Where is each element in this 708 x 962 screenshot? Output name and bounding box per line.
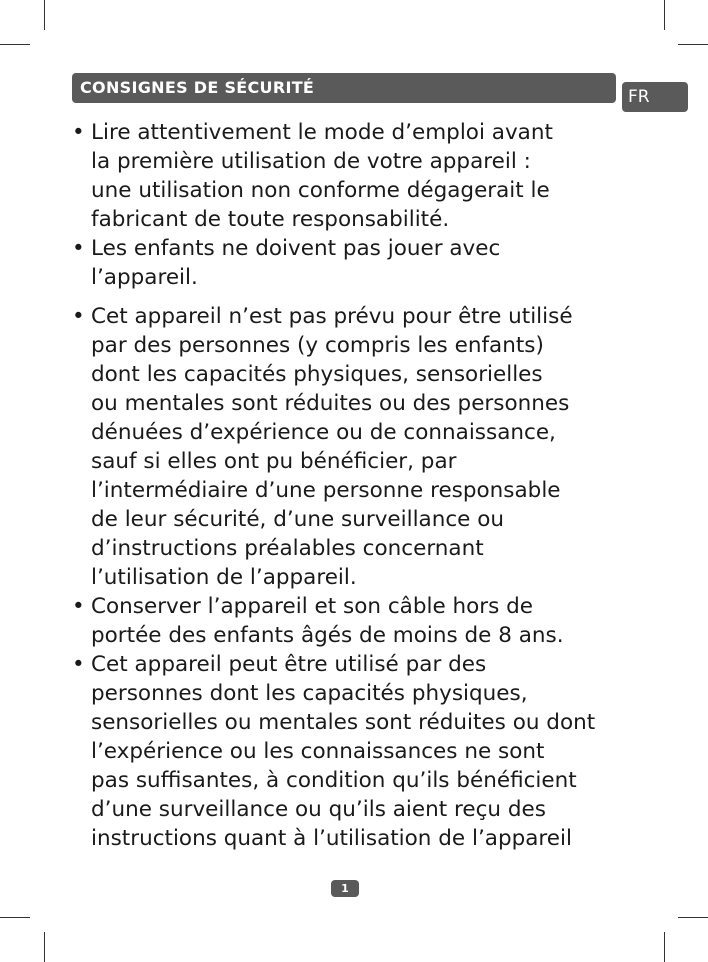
text-line: ou mentales sont réduites ou des personnes	[91, 391, 570, 416]
text-line: dont les capacités physiques, sensorielles	[91, 362, 543, 387]
crop-mark-bottom-right-v	[664, 932, 665, 962]
bullet-icon: •	[72, 120, 85, 145]
text-line: portée des enfants âgés de moins de 8 ans.	[91, 623, 564, 648]
text-line: personnes dont les capacités physiques,	[91, 681, 528, 706]
crop-mark-bottom-left-h	[0, 917, 30, 918]
text-line: Les enfants ne doivent pas jouer avec	[91, 236, 501, 261]
safety-instructions-list	[72, 118, 632, 853]
text-line: sensorielles ou mentales sont réduites ou dont	[91, 710, 596, 735]
crop-mark-bottom-right-h	[678, 917, 708, 918]
crop-mark-top-right-v	[664, 0, 665, 30]
text-line: l’appareil.	[91, 265, 198, 290]
list-item	[72, 650, 632, 853]
text-line: Lire attentivement le mode d’emploi avant	[91, 120, 553, 145]
section-title: CONSIGNES DE SÉCURITÉ	[80, 78, 315, 97]
crop-mark-top-left-v	[44, 0, 45, 30]
text-line: l’intermédiaire d’une personne responsable	[91, 478, 561, 503]
section-header-bar	[72, 73, 616, 103]
crop-mark-top-right-h	[678, 44, 708, 45]
text-line: d’une surveillance ou qu’ils aient reçu des	[91, 797, 546, 822]
text-line: instructions quant à l’utilisation de l’appareil	[91, 826, 572, 851]
text-line: Cet appareil peut être utilisé par des	[91, 652, 487, 677]
text-line: une utilisation non conforme dégagerait le	[91, 178, 550, 203]
text-line: fabricant de toute responsabilité.	[91, 207, 450, 232]
list-item	[72, 302, 632, 592]
language-tab: FR	[622, 82, 688, 112]
crop-mark-bottom-left-v	[44, 932, 45, 962]
text-line: sauf si elles ont pu bénéficier, par	[91, 449, 457, 474]
bullet-icon: •	[72, 652, 85, 677]
text-line: de leur sécurité, d’une surveillance ou	[91, 507, 505, 532]
bullet-icon: •	[72, 594, 85, 619]
list-item	[72, 592, 632, 650]
list-item	[72, 118, 632, 234]
text-line: dénuées d’expérience ou de connaissance,	[91, 420, 556, 445]
text-line: Conserver l’appareil et son câble hors de	[91, 594, 534, 619]
text-line: d’instructions préalables concernant	[91, 536, 484, 561]
list-item	[72, 234, 632, 292]
text-line: Cet appareil n’est pas prévu pour être utilisé	[91, 304, 573, 329]
bullet-icon: •	[72, 236, 85, 261]
text-line: l’expérience ou les connaissances ne sont	[91, 739, 545, 764]
crop-mark-top-left-h	[0, 44, 30, 45]
bullet-icon: •	[72, 304, 85, 329]
text-line: par des personnes (y compris les enfants)	[91, 333, 544, 358]
text-line: pas suffisantes, à condition qu’ils bénéficient	[91, 768, 577, 793]
page-number: 1	[331, 880, 359, 897]
text-line: la première utilisation de votre appareil :	[91, 149, 531, 174]
text-line: l’utilisation de l’appareil.	[91, 565, 357, 590]
